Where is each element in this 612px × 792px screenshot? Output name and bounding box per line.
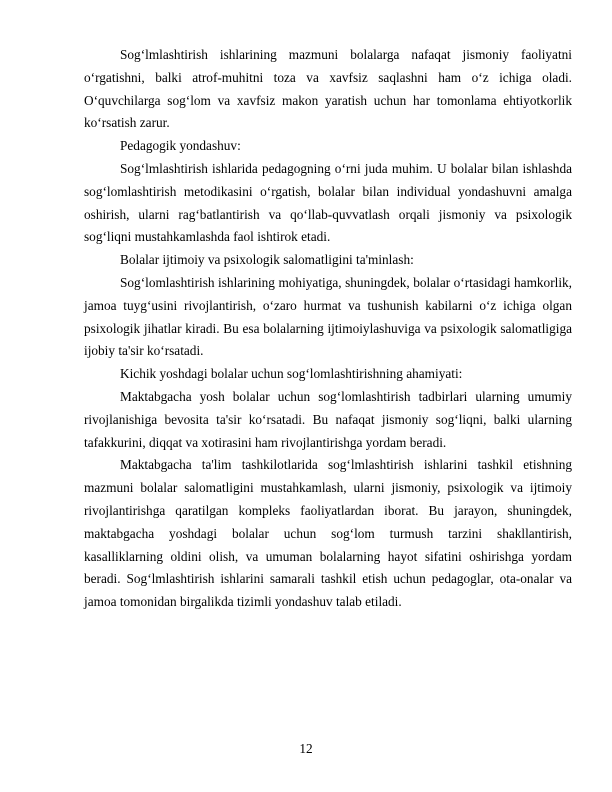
paragraph: Sog‘lmlashtirish ishlarida pedagogning o‘rni juda muhim. U bolalar bilan ishlashda sog‘lomlashtirish metodikasini o‘rgatish, bolalar bilan individual yondashuvni amalga oshirish, ularni rag‘batlantirish va qo‘llab-quvvatlash orqali jismoniy va psixologik sog‘liqni mustahkamlashda faol ishtirok etadi. (84, 160, 572, 245)
document-page (84, 44, 572, 614)
section-heading: Kichik yoshdagi bolalar uchun sog‘lomlashtirishning ahamiyati: (120, 366, 463, 382)
paragraph: Maktabgacha yosh bolalar uchun sog‘lomlashtirish tadbirlari ularning umumiy rivojlanishiga bevosita ta'sir ko‘rsatadi. Bu nafaqat jismoniy sog‘liqni, balki ularning tafakkurini, diqqat va xotirasini ham rivojlantirishga yordam beradi. (84, 388, 572, 450)
paragraph: Sog‘lomlashtirish ishlarining mohiyatiga, shuningdek, bolalar o‘rtasidagi hamkorlik, jamoa tuyg‘usini rivojlantirish, o‘zaro hurmat va tushunish kabilarni o‘z ichiga olgan psixologik jihatlar kiradi. Bu esa bolalarning ijtimoiylashuviga va psixologik salomatligiga ijobiy ta'sir ko‘rsatadi. (84, 274, 572, 359)
section-heading: Bolalar ijtimoiy va psixologik salomatligini ta'minlash: (120, 252, 414, 268)
paragraph: Maktabgacha ta'lim tashkilotlarida sog‘lmlashtirish ishlarini tashkil etishning mazmuni bolalar salomatligini mustahkamlash, ularni jismoniy, psixologik va ijtimoiy rivojlantirishga qaratilgan kompleks faoliyatlardan iborat. Bu jarayon, shuningdek, maktabgacha yoshdagi bolalar uchun sog‘lom turmush tarzini shakllantirish, kasalliklarning oldini olish, va umuman bolalarning hayot sifatini oshirishga yordam beradi. Sog‘lmlashtirish ishlarini samarali tashkil etish uchun pedagoglar, ota-onalar va jamoa tomonidan birgalikda tizimli yondashuv talab etiladi. (84, 457, 572, 610)
section-heading: Pedagogik yondashuv: (120, 138, 241, 154)
paragraph: Sog‘lmlashtirish ishlarining mazmuni bolalarga nafaqat jismoniy faoliyatni o‘rgatishni, balki atrof-muhitni toza va xavfsiz saqlashni ham o‘z ichiga oladi. O‘quvchilarga sog‘lom va xavfsiz makon yaratish uchun har tomonlama ehtiyotkorlik ko‘rsatish zarur. (84, 47, 572, 131)
page-number: 12 (299, 741, 313, 756)
